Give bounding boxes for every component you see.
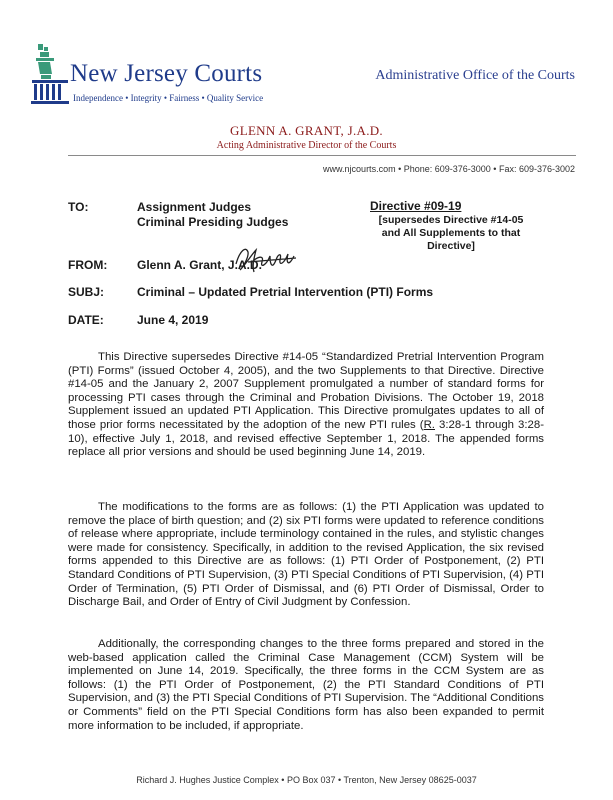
tagline: Independence • Integrity • Fairness • Quality Service: [73, 93, 264, 103]
from-label: FROM:: [68, 258, 108, 272]
paragraph-1-text-a: This Directive supersedes Directive #14-05 “Standardized Pretrial Intervention Program (PTI) Forms” (issued October 4, 2005), and the two Supplements to that Directive. Directive #14-05 and the January 2, 2007 Supplement promulgated a number of standard forms for processing PTI cases through the Criminal and Probation Divisions. The October 19, 2018 Supplement issued an updated PTI Application. This Directive promulgates updates to all of those prior forms necessitated by the adoption of the new PTI rules (: [68, 351, 544, 431]
to-line-2: Criminal Presiding Judges: [137, 215, 289, 229]
contact-info: www.njcourts.com • Phone: 609-376-3000 • Fax: 609-376-3002: [323, 164, 575, 174]
footer-address: Richard J. Hughes Justice Complex • PO Box 037 • Trenton, New Jersey 08625-0037: [136, 775, 477, 785]
director-name: GLENN A. GRANT, J.A.D.: [230, 123, 383, 138]
rule-citation: R.: [423, 418, 435, 431]
to-label: TO:: [68, 200, 89, 214]
directive-number: Directive #09-19: [370, 199, 462, 213]
paragraph-1-text-b: 3:28-1 through 3:28-10), effective July 1, 2018, and revised effective September 1, 2018. The appended forms replace all prior versions and should be used beginning June 14, 2019.: [68, 418, 544, 459]
nj-courts-logo-icon: [30, 44, 74, 106]
subj-label: SUBJ:: [68, 285, 105, 299]
org-name: New Jersey Courts: [70, 60, 263, 87]
signature-icon: [230, 242, 304, 276]
from-value: Glenn A. Grant, J.A.D.: [137, 258, 262, 272]
paragraph-2: The modifications to the forms are as follows: (1) the PTI Application was updated to remove the place of birth question; and (2) six PTI forms were updated to reference conditions of release where appropriate, include terminology contained in the rules, and stylistic changes were made for consistency. Specifically, in addition to the revised Application, the six revised forms appended to this Directive are as follows: (1) PTI Order of Postponement, (2) PTI Standard Conditions of PTI Supervision, (3) PTI Special Conditions of PTI Supervision, (4) PTI Order of Termination, (5) PTI Order of Dismissal, and (6) PTI Order of Dismissal, Order to Discharge Bail, and Order of Entry of Civil Judgment by Confession.: [68, 501, 544, 609]
date-value: June 4, 2019: [137, 313, 209, 327]
date-label: DATE:: [68, 313, 104, 327]
director-title: Acting Administrative Director of the Courts: [216, 140, 397, 151]
header-divider: [68, 155, 576, 156]
subj-value: Criminal – Updated Pretrial Intervention (PTI) Forms: [137, 285, 434, 299]
to-line-1: Assignment Judges: [137, 200, 252, 214]
directive-supersedes: [supersedes Directive #14-05 and All Supplements to that Directive]: [378, 214, 524, 252]
office-name: Administrative Office of the Courts: [375, 68, 575, 83]
paragraph-1: [68, 351, 544, 460]
paragraph-3: Additionally, the corresponding changes to the three forms prepared and stored in the web-based application called the Criminal Case Management (CCM) System will be implemented on June 14, 2019. Specifically, the three forms in the CCM System are as follows: (1) the PTI Order of Postponement, (2) the PTI Standard Conditions of PTI Supervision, and (3) the PTI Special Conditions of PTI Supervision. The “Additional Conditions or Comments” field on the PTI Special Conditions form has also been expanded to permit more information to be included, if appropriate.: [68, 638, 544, 732]
